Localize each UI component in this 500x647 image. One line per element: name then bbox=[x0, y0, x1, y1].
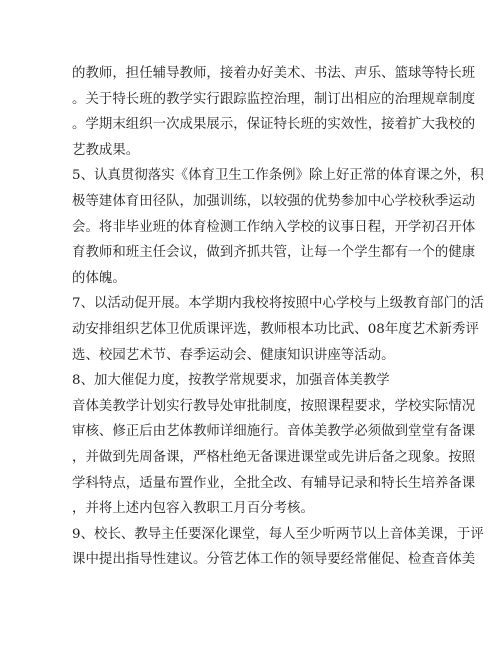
text-line: ，并做到先周备课，严格杜绝无备课进课堂或先讲后备之现象。按照 bbox=[72, 449, 476, 465]
text-line: 8、加大催促力度，按教学常规要求，加强音体美教学 bbox=[72, 373, 390, 389]
text-line: 选、校园艺术节、春季运动会、健康知识讲座等活动。 bbox=[72, 347, 395, 363]
text-line: 课中提出指导性建议。分管艺体工作的领导要经常催促、检查音体美 bbox=[72, 552, 476, 568]
text-line: 。关于特长班的教学实行跟踪监控治理，制订出相应的治理规章制度 bbox=[72, 91, 476, 107]
text-line: 。学期末组织一次成果展示，保证特长班的实效性，接着扩大我校的 bbox=[72, 117, 476, 133]
text-line: 学科特点，适量布置作业，全批全改、有辅导记录和特长生培养备课 bbox=[72, 475, 476, 491]
text-line: 音体美教学计划实行教导处审批制度，按照课程要求，学校实际情况 bbox=[72, 398, 476, 414]
text-line: 的教师，担任辅导教师，接着办好美术、书法、声乐、篮球等特长班 bbox=[72, 66, 476, 81]
text-line: 5、认真贯彻落实《体育卫生工作条例》除上好正常的体育课之外，积 bbox=[72, 168, 484, 184]
text-line: 动安排组织艺体卫优质课评选，教师根本功比武、08年度艺术新秀评 bbox=[72, 321, 479, 337]
text-line: 会。将非毕业班的体育检测工作纳入学校的议事日程，开学初召开体 bbox=[72, 219, 476, 235]
text-line: 的体魄。 bbox=[72, 270, 126, 286]
text-line: 艺教成果。 bbox=[72, 142, 140, 158]
text-line: ，并将上述内包容入教职工月百分考核。 bbox=[72, 501, 314, 517]
text-line: 9、校长、教导主任要深化课堂，每人至少听两节以上音体美课，于评 bbox=[72, 526, 484, 542]
text-line: 极等建体育田径队，加强训练，以较强的优势参加中心学校秋季运动 bbox=[72, 193, 476, 209]
text-line: 7、以活动促开展。本学期内我校将按照中心学校与上级教育部门的活 bbox=[72, 296, 484, 312]
document-body bbox=[72, 61, 484, 573]
text-line: 育教师和班主任会议，做到齐抓共管，让每一个学生都有一个的健康 bbox=[72, 245, 476, 261]
text-line: 审核、修正后由艺体教师详细施行。音体美教学必须做到堂堂有备课 bbox=[72, 424, 476, 440]
